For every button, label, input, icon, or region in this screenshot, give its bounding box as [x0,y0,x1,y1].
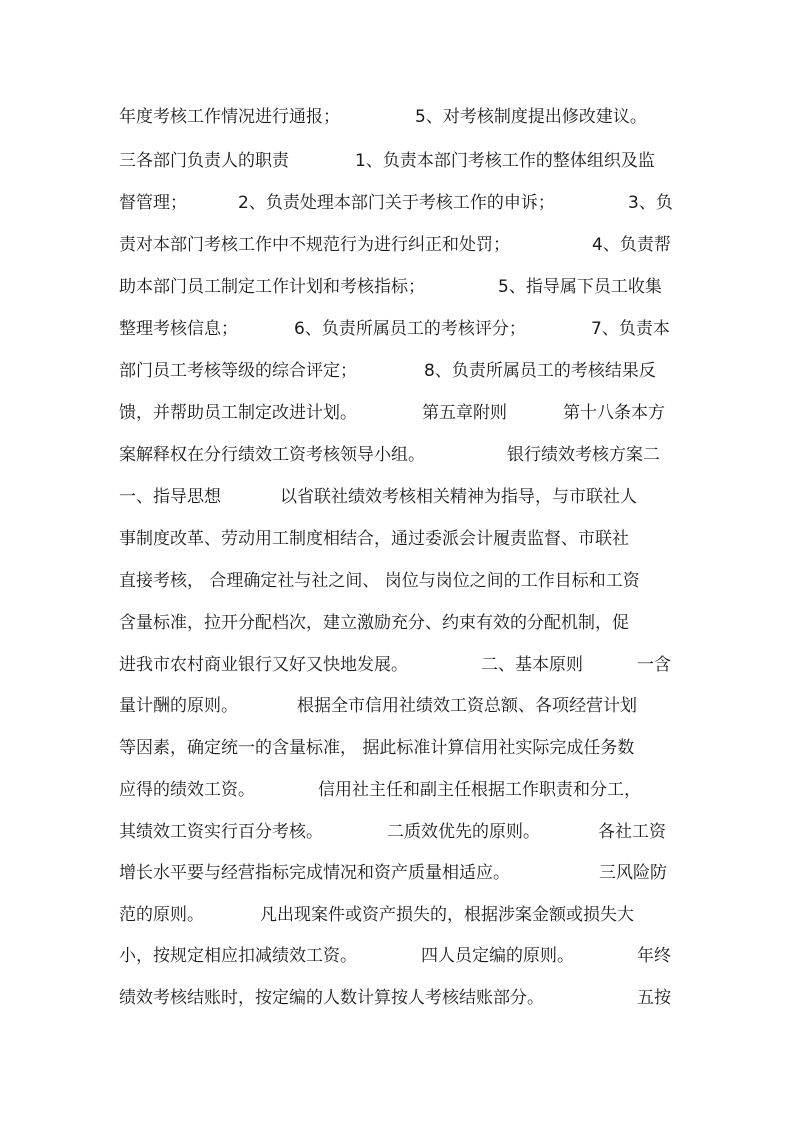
text-line [119,232,679,258]
text-segment: 部门员工考核等级的综合评定； [119,361,357,381]
text-segment: 责对本部门考核工作中不规范行为进行纠正和处罚； [119,235,510,255]
text-segment: 各社工资 [598,822,666,842]
text-line [119,442,679,468]
text-segment: 3、负 [628,193,673,213]
text-line [119,943,679,969]
text-segment: 7、负责本 [591,319,670,339]
text-segment: 根据全市信用社绩效工资总额、各项经营计划 [297,696,637,716]
text-segment: 应得的绩效工资。 [119,780,255,800]
text-segment: 1、负责本部门考核工作的整体组织及监 [355,151,655,171]
text-segment: 事制度改革、劳动用工制度相结合，通过委派会计履责监督、市联社 [119,529,629,549]
text-segment: 5、指导属下员工收集 [498,277,662,297]
text-segment: 范的原则。 [119,905,204,925]
text-line [119,358,679,384]
text-segment: 银行绩效考核方案二 [507,445,660,465]
text-segment: 信用社主任和副主任根据工作职责和分工， [318,780,641,800]
text-line [119,693,679,719]
text-line [119,735,679,761]
text-line [119,902,679,928]
text-line [119,526,679,552]
text-segment: 年度考核工作情况进行通报； [119,107,340,127]
text-segment: 等因素，确定统一的含量标准， 据此标准计算信用社实际完成任务数 [119,738,635,758]
text-segment: 一、指导思想 [119,487,221,507]
text-line [119,985,679,1011]
text-line [119,316,679,342]
text-segment: 二质效优先的原则。 [387,822,540,842]
text-segment: 直接考核， 合理确定社与社之间、 岗位与岗位之间的工作目标和工资 [119,571,640,591]
text-line [119,819,679,845]
text-segment: 二、基本原则 [481,655,583,675]
text-line [119,104,679,130]
text-segment: 量计酬的原则。 [119,696,238,716]
text-line [119,568,679,594]
text-segment: 2、负责处理本部门关于考核工作的申诉； [238,193,555,213]
text-segment: 馈，并帮助员工制定改进计划。 [119,403,357,423]
text-line [119,484,679,510]
text-segment: 五按 [637,988,671,1008]
text-segment: 绩效考核结账时，按定编的人数计算按人考核结账部分。 [119,988,544,1008]
text-line [119,652,679,678]
text-segment: 一含 [637,655,671,675]
text-segment: 5、对考核制度提出修改建议。 [415,107,647,127]
text-segment: 三风险防 [599,863,667,883]
text-segment: 四人员定编的原则。 [421,946,574,966]
text-segment: 小，按规定相应扣减绩效工资。 [119,946,357,966]
text-segment: 三各部门负责人的职责 [119,151,289,171]
text-segment: 案解释权在分行绩效工资考核领导小组。 [119,445,425,465]
text-segment: 助本部门员工制定工作计划和考核指标； [119,277,425,297]
text-line [119,860,679,886]
text-segment: 其绩效工资实行百分考核。 [119,822,323,842]
text-segment: 督管理； [119,193,187,213]
text-segment: 增长水平要与经营指标完成情况和资产质量相适应。 [119,863,510,883]
text-line [119,274,679,300]
text-line [119,610,679,636]
text-line [119,400,679,426]
text-segment: 以省联社绩效考核相关精神为指导，与市联社人 [280,487,637,507]
text-segment: 整理考核信息； [119,319,238,339]
text-segment: 8、负责所属员工的考核结果反 [424,361,656,381]
text-line [119,148,679,174]
text-segment: 凡出现案件或资产损失的，根据涉案金额或损失大 [260,905,634,925]
text-segment: 年终 [637,946,671,966]
text-segment: 含量标准，拉开分配档次，建立激励充分、约束有效的分配机制，促 [119,613,629,633]
text-segment: 4、负责帮 [592,235,671,255]
text-segment: 第十八条本方 [563,403,665,423]
text-segment: 6、负责所属员工的考核评分； [294,319,526,339]
text-segment: 进我市农村商业银行又好又快地发展。 [119,655,408,675]
text-line [119,777,679,803]
text-segment: 第五章附则 [422,403,507,423]
text-line [119,190,679,216]
